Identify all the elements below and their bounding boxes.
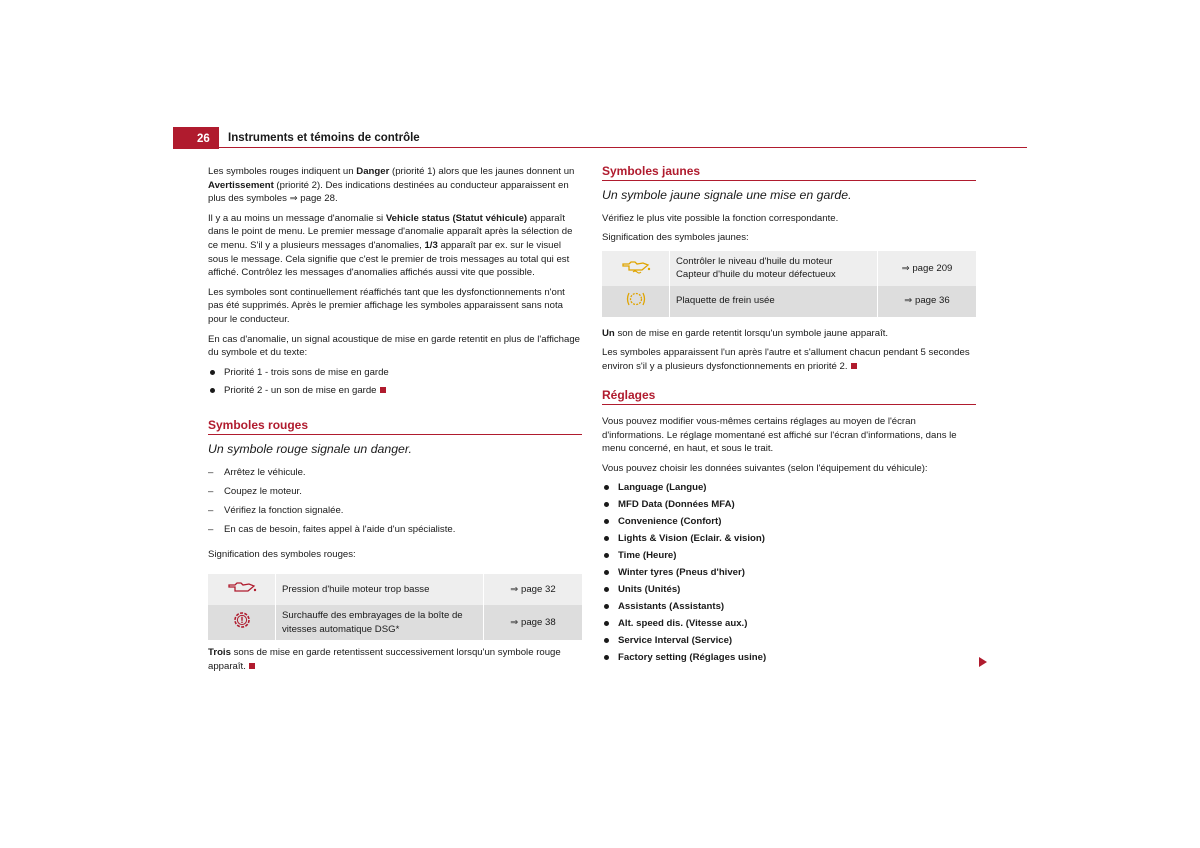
continue-arrow-icon [979,657,987,667]
list-item: Priorité 2 - un son de mise en garde [208,384,582,398]
symbol-meaning: Contrôler le niveau d'huile du moteur Capteur d'huile du moteur défectueux [676,255,836,281]
check-paragraph: Vérifiez le plus vite possible la fonction correspondante. [602,212,839,224]
red-symbols-heading: Symboles rouges [208,419,582,435]
list-item: Language (Langue) [602,481,976,495]
yellow-symbols-heading: Symboles jaunes [602,165,976,181]
sequence-paragraph: Les symboles apparaissent l'un après l'autre et s'allument chacun pendant 5 secondes environ s'il y a plusieurs dysfonctionnements en priorité 2. [602,347,970,372]
list-item: Factory setting (Réglages usine) [602,651,976,665]
list-item: Assistants (Assistants) [602,600,976,614]
page-reference: ⇒ page 36 [878,286,977,317]
redisplay-paragraph: Les symboles sont continuellement réaffichés tant que les dysfonctionnements n'ont pas été supprimés. Après le premier affichage les symboles apparaissent sans nota pour le conducteur. [208,286,565,325]
list-item: Alt. speed dis. (Vitesse aux.) [602,617,976,631]
table-row [208,574,582,605]
action-steps [208,466,582,537]
table-row [602,251,976,286]
intro-paragraph: Les symboles rouges indiquent un Danger (priorité 1) alors que les jaunes donnent un Avertissement (priorité 2). Des indications destinées au conducteur apparaissent en plus des symboles ⇒ page 28. [208,166,575,205]
list-item: – En cas de besoin, faites appel à l'aide d'un spécialiste. [208,523,582,537]
brake-pad-icon [602,286,670,317]
single-sound-paragraph: Un son de mise en garde retentit lorsqu'un symbole jaune apparaît. [602,327,889,339]
settings-heading: Réglages [602,389,976,405]
symbol-meaning: Pression d'huile moteur trop basse [282,583,430,595]
list-item: – Arrêtez le véhicule. [208,466,582,480]
list-item: – Vérifiez la fonction signalée. [208,504,582,518]
oil-can-icon [208,574,276,605]
list-item: Time (Heure) [602,549,976,563]
list-item: Lights & Vision (Eclair. & vision) [602,532,976,546]
oil-level-icon [602,251,670,286]
list-item: Service Interval (Service) [602,634,976,648]
page-header [173,127,1027,149]
vehicle-status-paragraph: Il y a au moins un message d'anomalie si Vehicle status (Statut véhicule) apparaît dans le point de menu. Le premier message d'anomalie apparaît après la sélection de ce menu. S'il y a plusieurs messages d'anomalies, 1/3 apparaît par ex. sur le visuel sous le message. Cela signifie que c'est le premier de trois messages au total qui est affiché. Contrôlez les messages d'anomalies affichés aussi vite que possible. [208,212,573,279]
settings-list [602,481,976,664]
page-reference: ⇒ page 38 [484,605,583,640]
red-final-paragraph: Trois sons de mise en garde retentissent successivement lorsqu'un symbole rouge apparaît. [208,647,561,672]
page-reference: ⇒ page 209 [878,251,977,286]
red-symbols-lead: Un symbole rouge signale un danger. [208,441,412,456]
red-symbols-table [208,574,582,640]
acoustic-paragraph: En cas d'anomalie, un signal acoustique de mise en garde retentit en plus de l'affichage du symbole et du texte: [208,333,581,359]
gear-warning-icon [208,605,276,640]
right-column [602,165,976,668]
end-mark-icon [380,387,386,393]
end-mark-icon [851,363,857,369]
end-mark-icon [249,663,255,669]
yellow-symbols-lead: Un symbole jaune signale une mise en garde. [602,187,852,202]
settings-paragraph: Vous pouvez modifier vous-mêmes certains réglages au moyen de l'écran d'informations. Le réglage momentané est affiché sur l'écran d'informations, dans le menu concerné, en haut, et sous le trait. [602,415,957,455]
page-number: 26 [173,127,219,149]
page-reference: ⇒ page 32 [484,574,583,605]
header-rule [219,147,1027,148]
settings-choice-paragraph: Vous pouvez choisir les données suivantes (selon l'équipement du véhicule): [602,462,928,474]
priority-list [208,366,582,397]
symbol-meaning: Surchauffe des embrayages de la boîte de vitesses automatique DSG* [282,609,463,635]
red-symbols-intro: Signification des symboles rouges: [208,549,356,561]
list-item: Priorité 1 - trois sons de mise en garde [208,366,582,380]
list-item: – Coupez le moteur. [208,485,582,499]
symbol-meaning: Plaquette de frein usée [676,295,775,307]
yellow-intro: Signification des symboles jaunes: [602,232,749,244]
left-column [208,165,582,679]
yellow-symbols-table [602,251,976,317]
chapter-title: Instruments et témoins de contrôle [228,132,420,144]
list-item: Convenience (Confort) [602,515,976,529]
list-item: Units (Unités) [602,583,976,597]
list-item: Winter tyres (Pneus d'hiver) [602,566,976,580]
list-item: MFD Data (Données MFA) [602,498,976,512]
table-row [208,605,582,640]
table-row [602,286,976,317]
